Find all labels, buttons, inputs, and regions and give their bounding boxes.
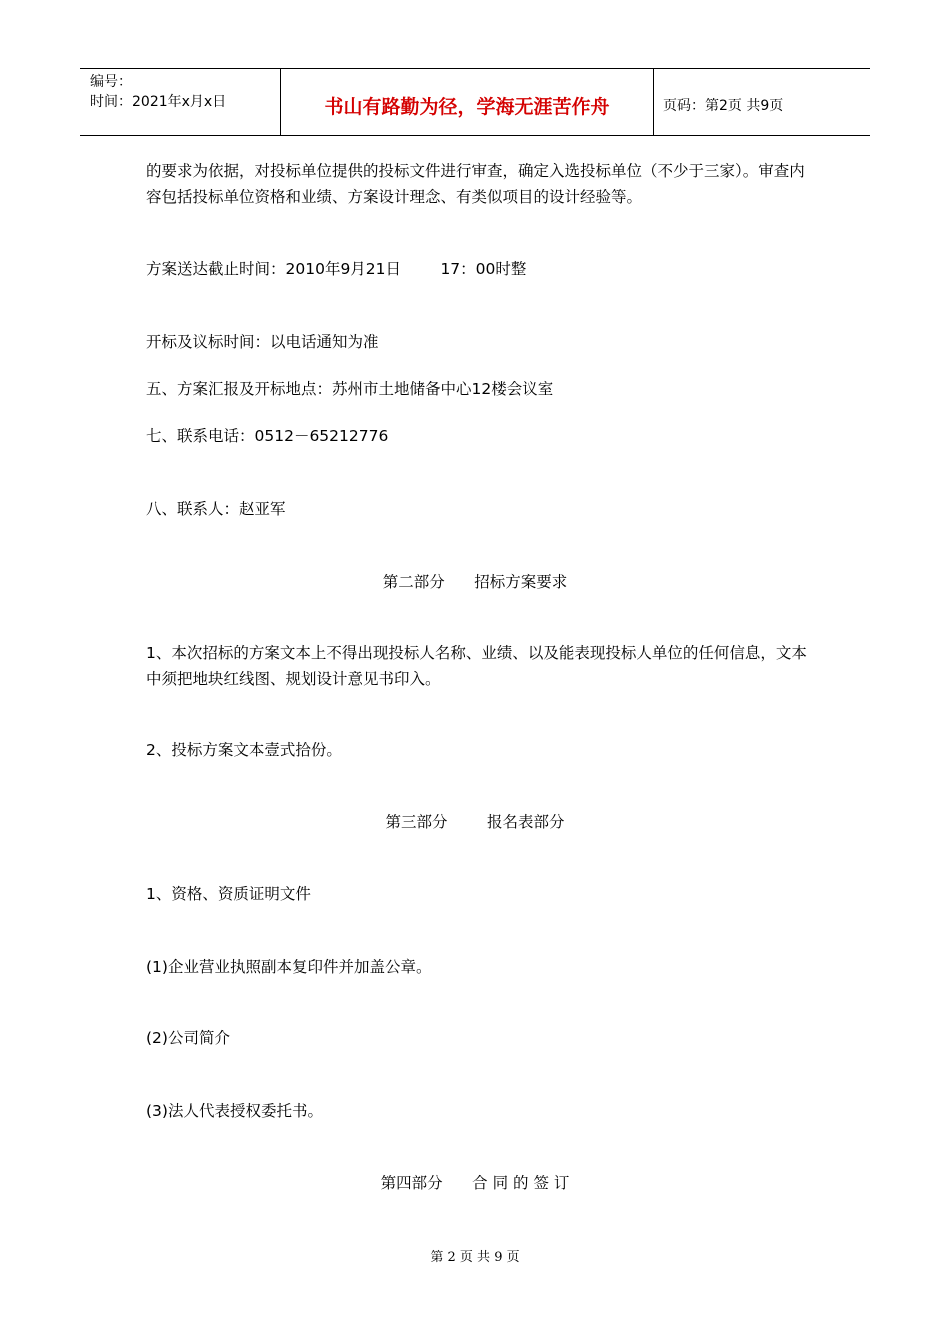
part3-sub-item-2: (2)公司简介 — [146, 1029, 230, 1047]
header-page-info: 页码：第2页 共9页 — [663, 98, 784, 114]
page-header — [80, 68, 870, 136]
header-meta-cell — [80, 69, 281, 135]
header-motto: 书山有路勤为径，学海无涯苦作舟 — [281, 69, 654, 135]
part3-sub-item-1: (1)企业营业执照副本复印件并加盖公章。 — [146, 958, 432, 976]
section-heading-part2: 第二部分 招标方案要求 — [382, 573, 568, 591]
section-heading-part3: 第三部分 报名表部分 — [385, 813, 565, 831]
part3-sub-item-3: (3)法人代表授权委托书。 — [146, 1102, 323, 1120]
part3-item-1: 1、资格、资质证明文件 — [146, 885, 311, 903]
page-footer: 第 2 页 共 9 页 — [430, 1250, 520, 1265]
part2-item-2: 2、投标方案文本壹式拾份。 — [146, 741, 342, 759]
submission-deadline: 方案送达截止时间：2010年9月21日 17：00时整 — [146, 260, 527, 278]
part2-item-1: 1、本次招标的方案文本上不得出现投标人名称、业绩、以及能表现投标人单位的任何信息，文本中须把地块红线图、规划设计意见书印入。 — [146, 644, 807, 688]
document-date: 时间：2021年x月x日 — [90, 94, 227, 110]
presentation-location: 五、方案汇报及开标地点：苏州市土地储备中心12楼会议室 — [146, 380, 554, 398]
contact-person: 八、联系人：赵亚军 — [146, 500, 286, 518]
document-number-label: 编号： — [90, 74, 132, 90]
bid-opening-time: 开标及议标时间：以电话通知为准 — [146, 333, 379, 351]
contact-phone: 七、联系电话：0512－65212776 — [146, 427, 389, 445]
section-heading-part4: 第四部分 合 同 的 签 订 — [380, 1174, 570, 1192]
intro-paragraph: 的要求为依据，对投标单位提供的投标文件进行审查，确定入选投标单位（不少于三家）。审查内容包括投标单位资格和业绩、方案设计理念、有类似项目的设计经验等。 — [146, 162, 805, 206]
